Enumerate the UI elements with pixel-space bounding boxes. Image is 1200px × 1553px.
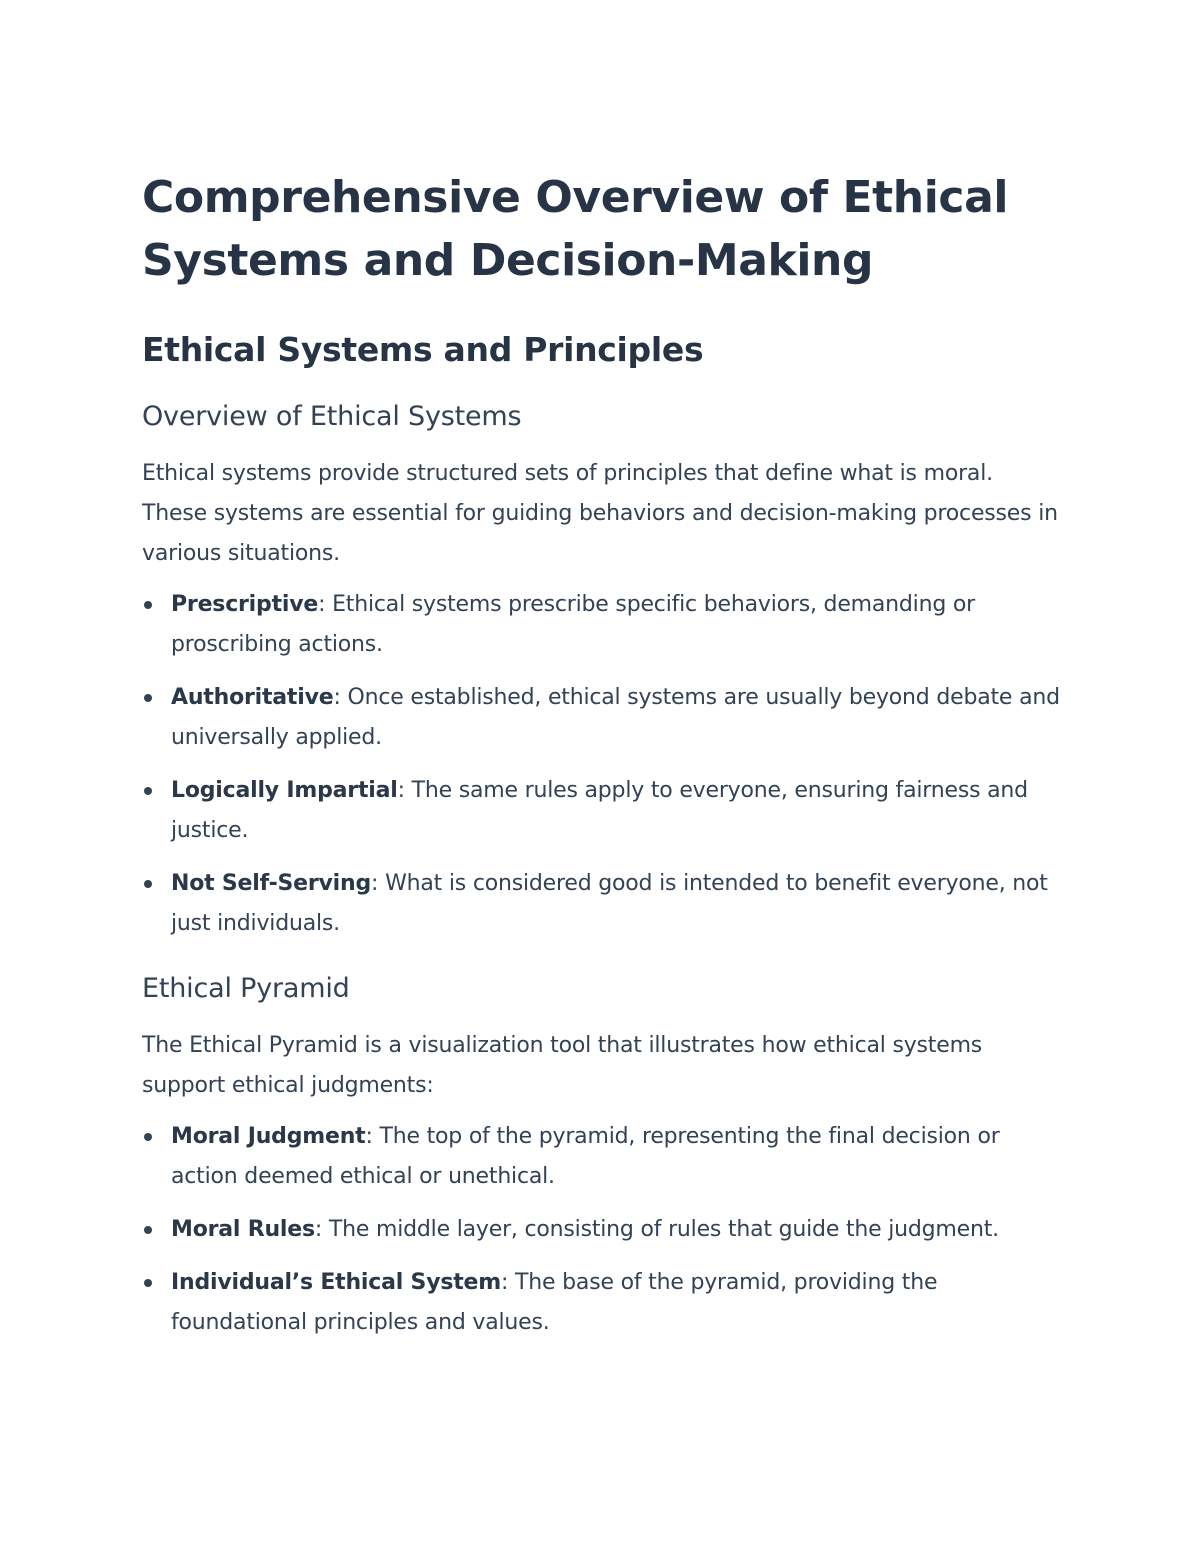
- list-item: [142, 1117, 1060, 1197]
- bullet-term: Not Self-Serving: [171, 871, 372, 896]
- ethical-pyramid-bullet-list: [142, 1117, 1060, 1343]
- bullet-text: The middle layer, consisting of rules that guide the judgment.: [328, 1217, 999, 1242]
- subsection-heading-overview: Overview of Ethical Systems: [142, 401, 522, 432]
- bullet-dot-icon: [144, 694, 152, 702]
- bullet-dot-icon: [144, 880, 152, 888]
- bullet-term: Logically Impartial: [171, 778, 398, 803]
- list-item: [142, 585, 1060, 665]
- bullet-text: The top of the pyramid, representing the final decision or action deemed ethical or unethical.: [171, 1124, 1000, 1189]
- bullet-text: The base of the pyramid, providing the foundational principles and values.: [171, 1270, 938, 1335]
- bullet-separator: :: [501, 1270, 516, 1295]
- list-item: [142, 771, 1060, 851]
- bullet-dot-icon: [144, 1279, 152, 1287]
- list-item: [142, 864, 1060, 944]
- ethical-pyramid-paragraph: The Ethical Pyramid is a visualization tool that illustrates how ethical systems support ethical judgments:: [142, 1033, 983, 1098]
- document-title-line-1: Comprehensive Overview of Ethical: [142, 172, 1009, 223]
- bullet-text: Once established, ethical systems are usually beyond debate and universally applied.: [171, 685, 1060, 750]
- list-item: [142, 1263, 1060, 1343]
- list-item: [142, 1210, 1060, 1250]
- bullet-text: The same rules apply to everyone, ensuring fairness and justice.: [171, 778, 1028, 843]
- bullet-separator: :: [371, 871, 386, 896]
- bullet-dot-icon: [144, 787, 152, 795]
- bullet-term: Prescriptive: [171, 592, 319, 617]
- bullet-separator: :: [318, 592, 333, 617]
- bullet-term: Moral Rules: [171, 1217, 315, 1242]
- subsection-heading-ethical-pyramid: Ethical Pyramid: [142, 973, 350, 1004]
- section-heading-ethical-systems-and-principles: Ethical Systems and Principles: [142, 330, 704, 369]
- bullet-separator: :: [314, 1217, 329, 1242]
- bullet-dot-icon: [144, 1133, 152, 1141]
- bullet-text: What is considered good is intended to benefit everyone, not just individuals.: [171, 871, 1048, 936]
- bullet-term: Individual’s Ethical System: [171, 1270, 502, 1295]
- bullet-separator: :: [397, 778, 412, 803]
- overview-paragraph: Ethical systems provide structured sets of principles that define what is moral. These systems are essential for guiding behaviors and decision-making processes in various situations.: [142, 461, 1058, 566]
- bullet-term: Moral Judgment: [171, 1124, 366, 1149]
- bullet-separator: :: [333, 685, 348, 710]
- list-item: [142, 678, 1060, 758]
- document-title-line-2: Systems and Decision-Making: [142, 235, 874, 286]
- document-title: [142, 166, 1060, 292]
- bullet-term: Authoritative: [171, 685, 334, 710]
- bullet-separator: :: [365, 1124, 380, 1149]
- bullet-dot-icon: [144, 1226, 152, 1234]
- bullet-dot-icon: [144, 601, 152, 609]
- overview-bullet-list: [142, 585, 1060, 944]
- bullet-text: Ethical systems prescribe specific behaviors, demanding or proscribing actions.: [171, 592, 975, 657]
